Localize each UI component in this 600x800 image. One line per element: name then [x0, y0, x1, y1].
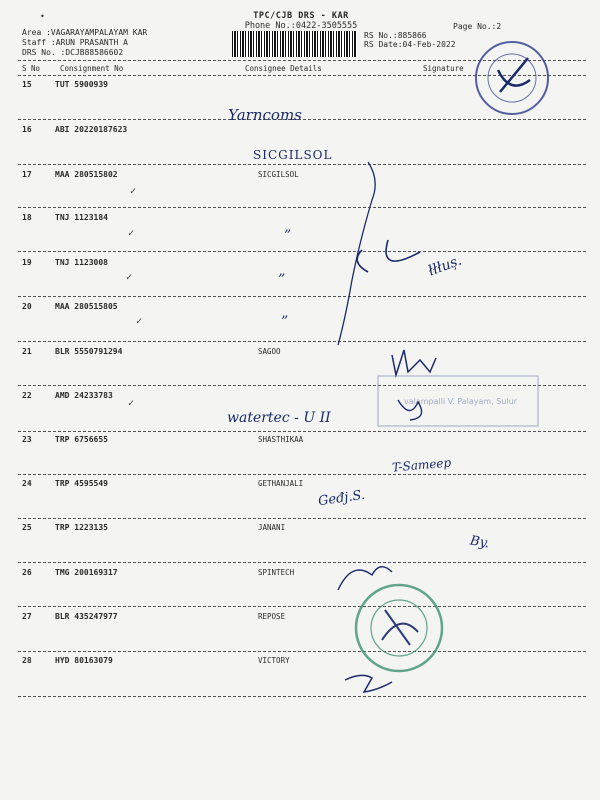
- row-sno: 22: [22, 391, 32, 400]
- row-sno: 23: [22, 435, 32, 444]
- signature-oc: [357, 240, 420, 272]
- corner-bullet: •: [40, 12, 45, 21]
- row-sno: 21: [22, 347, 32, 356]
- row-sno: 28: [22, 656, 32, 665]
- document-title: TPC/CJB DRS - KAR: [253, 11, 349, 21]
- check-mark: ✓: [130, 186, 137, 197]
- row-consignment: TRP 1223135: [55, 523, 108, 532]
- row-consignee: SAGOO: [258, 347, 281, 356]
- row-consignment: TUT 5900939: [55, 80, 108, 89]
- drs-number: DRS No. :DCJB88586602: [22, 48, 124, 57]
- ditto-mark: ”: [281, 314, 289, 330]
- row-sno: 19: [22, 258, 32, 267]
- rect-stamp: [378, 376, 538, 426]
- signature-geethanjali: Geđj.S.: [317, 487, 366, 510]
- rect-stamp-text: valampalli V. Palayam, Sulur: [404, 397, 518, 406]
- row-sno: 27: [22, 612, 32, 621]
- page-number: Page No.:2: [453, 22, 502, 31]
- check-mark: ✓: [136, 316, 143, 327]
- handwritten-yarncoms: Yarncoms: [228, 106, 302, 124]
- phone-number: Phone No.:0422-3505555: [244, 21, 358, 31]
- row-consignment: TNJ 1123184: [55, 213, 108, 222]
- row-consignment: TMG 200169317: [55, 568, 118, 577]
- row-consignment: TRP 6756655: [55, 435, 108, 444]
- row-consignee: GETHANJALI: [258, 479, 304, 488]
- row-consignee: VICTORY: [258, 656, 290, 665]
- handwritten-sicgilsol: SICGILSOL: [253, 148, 333, 162]
- signature-victory: [345, 675, 392, 692]
- col-signature: Signature: [423, 64, 464, 73]
- row-consignment: MAA 280515802: [55, 170, 118, 179]
- row-consignee: SICGILSOL: [258, 170, 299, 179]
- row-consignment: HYD 80163079: [55, 656, 113, 665]
- row-consignee: REPOSE: [258, 612, 286, 621]
- rs-date: RS Date:04-Feb-2022: [364, 40, 456, 49]
- signature-row21: [392, 350, 436, 375]
- check-mark: ✓: [128, 228, 135, 239]
- check-mark: ✓: [128, 398, 135, 409]
- ditto-mark: ”: [284, 228, 292, 244]
- row-consignment: BLR 5550791294: [55, 347, 123, 356]
- rs-number: RS No.:885866: [364, 31, 427, 40]
- signature-by: By.: [468, 533, 491, 552]
- row-consignment: BLR 435247977: [55, 612, 118, 621]
- ditto-mark: ”: [278, 272, 286, 288]
- row-sno: 24: [22, 479, 32, 488]
- row-sno: 15: [22, 80, 32, 89]
- area-field: Area :VAGARAYAMPALAYAM KAR: [22, 28, 148, 37]
- signature-ms: łłłuș.: [426, 252, 464, 280]
- col-sno: S No: [22, 64, 41, 73]
- row-consignment: TRP 4595549: [55, 479, 108, 488]
- row-consignment: MAA 280515805: [55, 302, 118, 311]
- row-consignment: TNJ 1123008: [55, 258, 108, 267]
- round-stamp-green: [356, 585, 442, 671]
- row-consignee: SHASTHIKAA: [258, 435, 304, 444]
- row-consignee: SPINTECH: [258, 568, 295, 577]
- bracket-stroke: [338, 162, 375, 345]
- staff-field: Staff :ARUN PRASANTH A: [22, 38, 128, 47]
- row-sno: 17: [22, 170, 32, 179]
- row-consignee: JANANI: [258, 523, 286, 532]
- row-sno: 26: [22, 568, 32, 577]
- row-sno: 18: [22, 213, 32, 222]
- col-consignee: Consignee Details: [245, 64, 322, 73]
- row-sno: 20: [22, 302, 32, 311]
- check-mark: ✓: [126, 272, 133, 283]
- round-stamp-top: [476, 42, 548, 114]
- col-consignment: Consignment No: [60, 64, 124, 73]
- row-sno: 25: [22, 523, 32, 532]
- row-sno: 16: [22, 125, 32, 134]
- row-consignment: ABI 20220187623: [55, 125, 128, 134]
- row-consignment: AMD 24233783: [55, 391, 113, 400]
- handwritten-watertec: watertec - U II: [227, 410, 331, 426]
- handwritten-tsameep: T-Sameep: [391, 455, 452, 475]
